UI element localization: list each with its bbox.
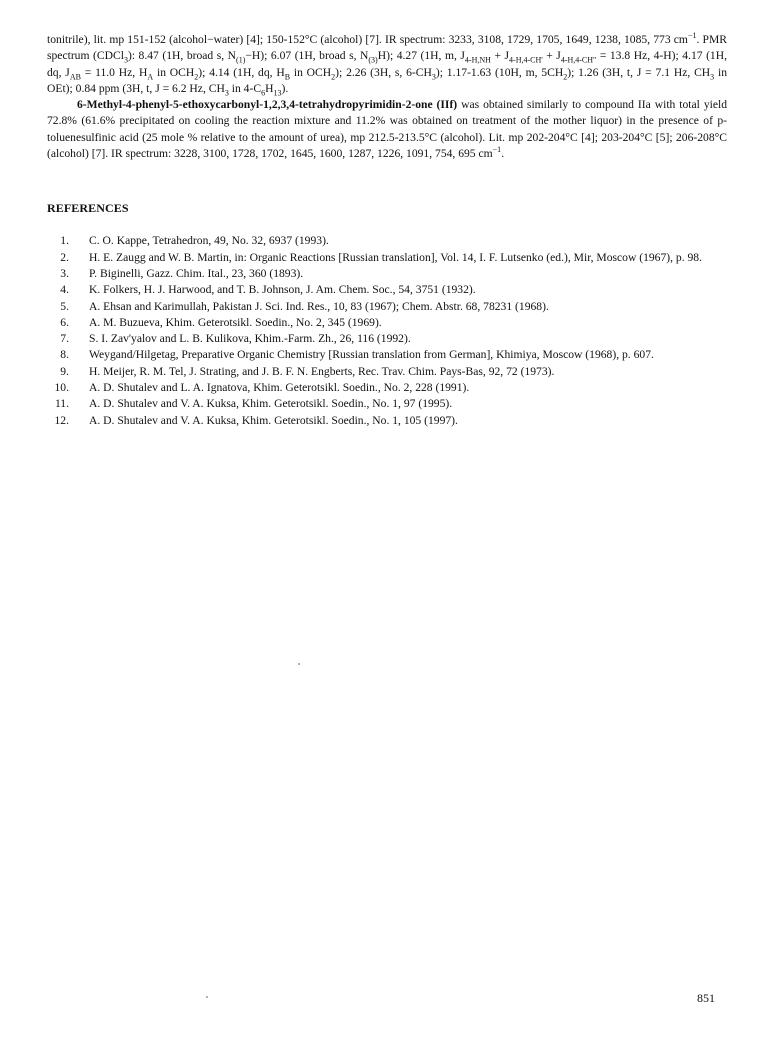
subscript: 13	[273, 88, 282, 98]
reference-number: 1.	[60, 234, 69, 248]
reference-text: C. O. Kappe, Tetrahedron, 49, No. 32, 6937 (1993).	[89, 234, 329, 248]
reference-text: H. Meijer, R. M. Tel, J. Strating, and J. B. F. N. Engberts, Rec. Trav. Chim. Pays-Bas, 92, 72 (1973).	[89, 364, 555, 378]
text-run: ); 1.26 (3H, t, J = 7.1 Hz, CH	[567, 65, 711, 79]
reference-text: H. E. Zaugg and W. B. Martin, in: Organic Reactions [Russian translation], Vol. 14, I. F. Lutsenko (ed.), Mir, Moscow (1967), p. 98.	[89, 250, 703, 264]
reference-number: 5.	[60, 299, 69, 313]
superscript: −1	[492, 145, 502, 155]
scan-speck	[206, 996, 208, 998]
reference-number: 3.	[60, 266, 69, 280]
reference-item	[47, 347, 727, 363]
reference-item	[47, 282, 727, 298]
text-run: ): 8.47 (1H, broad s, N	[127, 49, 237, 63]
reference-number: 8.	[60, 348, 69, 362]
reference-text: A. D. Shutalev and L. A. Ignatova, Khim. Geterotsikl. Soedin., No. 2, 228 (1991).	[89, 381, 470, 395]
reference-number: 11.	[54, 397, 69, 411]
subscript: 4-H,NH	[464, 55, 491, 65]
references-heading: REFERENCES	[47, 201, 129, 216]
paragraph-pmr-spectrum	[47, 32, 727, 97]
reference-text: S. I. Zav'yalov and L. B. Kulikova, Khim.-Farm. Zh., 26, 116 (1992).	[89, 332, 411, 346]
paragraph-compound-iif	[47, 97, 727, 162]
text-run: + J	[490, 49, 510, 63]
reference-number: 6.	[60, 315, 69, 329]
reference-item	[47, 413, 727, 429]
text-run: in OEt); 0.84 ppm (3H, t, J = 6.2 Hz, CH	[47, 65, 728, 95]
reference-item	[47, 396, 727, 412]
text-run: tonitrile), lit. mp 151-152 (alcohol−water) [4]; 150-152°C (alcohol) [7]. IR spectrum: 3233, 3108, 1729, 1705, 1649, 1238, 1085, 773 cm	[47, 33, 688, 46]
reference-text: P. Biginelli, Gazz. Chim. Ital., 23, 360 (1893).	[89, 266, 304, 280]
text-run: + J	[542, 49, 561, 63]
reference-number: 12.	[54, 413, 69, 427]
reference-text: A. M. Buzueva, Khim. Geterotsikl. Soedin., No. 2, 345 (1969).	[89, 315, 382, 329]
superscript: −1	[687, 31, 697, 41]
subscript: AB	[69, 71, 81, 81]
reference-number: 9.	[60, 364, 69, 378]
reference-item	[47, 266, 727, 282]
subscript: 2	[563, 71, 568, 81]
text-run: ); 4.14 (1H, dq, H	[198, 65, 285, 79]
reference-item	[47, 299, 727, 315]
compound-name: 6-Methyl-4-phenyl-5-ethoxycarbonyl-1,2,3,4-tetrahydropyrimidin-2-one (IIf)	[77, 98, 458, 112]
subscript: (1)	[236, 55, 246, 65]
reference-number: 2.	[60, 250, 69, 264]
reference-number: 4.	[60, 283, 69, 297]
subscript: 4-H,4-CH"	[560, 55, 597, 65]
reference-text: A. Ehsan and Karimullah, Pakistan J. Sci. Ind. Res., 10, 83 (1967); Chem. Abstr. 68, 78231 (1968).	[89, 299, 549, 313]
reference-item	[47, 364, 727, 380]
reference-text: A. D. Shutalev and V. A. Kuksa, Khim. Geterotsikl. Soedin., No. 1, 105 (1997).	[89, 413, 458, 427]
subscript: (3)	[368, 55, 378, 65]
reference-item	[47, 233, 727, 249]
text-run: .	[501, 147, 505, 161]
reference-text: Weygand/Hilgetag, Preparative Organic Chemistry [Russian translation from German], Khimiya, Moscow (1968), p. 607.	[89, 348, 654, 362]
subscript: B	[284, 71, 291, 81]
reference-item	[47, 331, 727, 347]
reference-item	[47, 315, 727, 331]
reference-number: 7.	[60, 332, 69, 346]
text-run: . PMR spectrum (CDCl	[47, 33, 727, 63]
reference-text: A. D. Shutalev and V. A. Kuksa, Khim. Geterotsikl. Soedin., No. 1, 97 (1995).	[89, 397, 453, 411]
subscript: 4-H,4-CH'	[509, 55, 543, 65]
text-run: = 11.0 Hz, H	[80, 65, 148, 79]
text-run: ); 2.26 (3H, s, 6-CH	[335, 65, 432, 79]
text-run: −H); 6.07 (1H, broad s, N	[245, 49, 369, 63]
references-list	[47, 233, 727, 429]
page-number: 851	[697, 991, 715, 1005]
subscript: 3	[431, 71, 436, 81]
reference-item	[47, 250, 727, 266]
text-run: ); 1.17-1.63 (10H, m, 5CH	[435, 65, 564, 79]
text-run: in 4-C	[228, 81, 262, 95]
subscript: 2	[194, 71, 199, 81]
page-content	[47, 32, 727, 429]
text-run: in OCH	[153, 65, 195, 79]
text-run: in OCH	[290, 65, 332, 79]
text-run: ).	[281, 81, 289, 95]
subscript: 3	[710, 71, 715, 81]
text-run: H); 4.27 (1H, m, J	[377, 49, 465, 63]
text-run: = 13.8 Hz, 4-H); 4.17 (1H, dq, J	[47, 49, 728, 79]
text-run: was obtained similarly to compound IIa with total yield 72.8% (61.6% precipitated on cooling the reaction mixture and 11.2% was obtained on treatment of the mother liquor) in the presence of p-toluenesulfinic acid (25 mole % relative to the amount of urea), mp 212.5-213.5°C (alcohol). Lit. mp 202-204°C [4]; 203-204°C [5]; 206-208°C (alcohol) [7]. IR spectrum: 3228, 3100, 1728, 1702, 1645, 1600, 1287, 1226, 1091, 754, 695 cm	[47, 98, 727, 161]
reference-text: K. Folkers, H. J. Harwood, and T. B. Johnson, J. Am. Chem. Soc., 54, 3751 (1932).	[89, 283, 476, 297]
reference-item	[47, 380, 727, 396]
text-run: H	[265, 81, 274, 95]
subscript: 3	[123, 55, 128, 65]
subscript: 3	[224, 88, 229, 98]
subscript: 6	[261, 88, 266, 98]
subscript: A	[147, 71, 154, 81]
scan-speck	[298, 663, 300, 665]
reference-number: 10.	[54, 381, 69, 395]
subscript: 2	[331, 71, 336, 81]
